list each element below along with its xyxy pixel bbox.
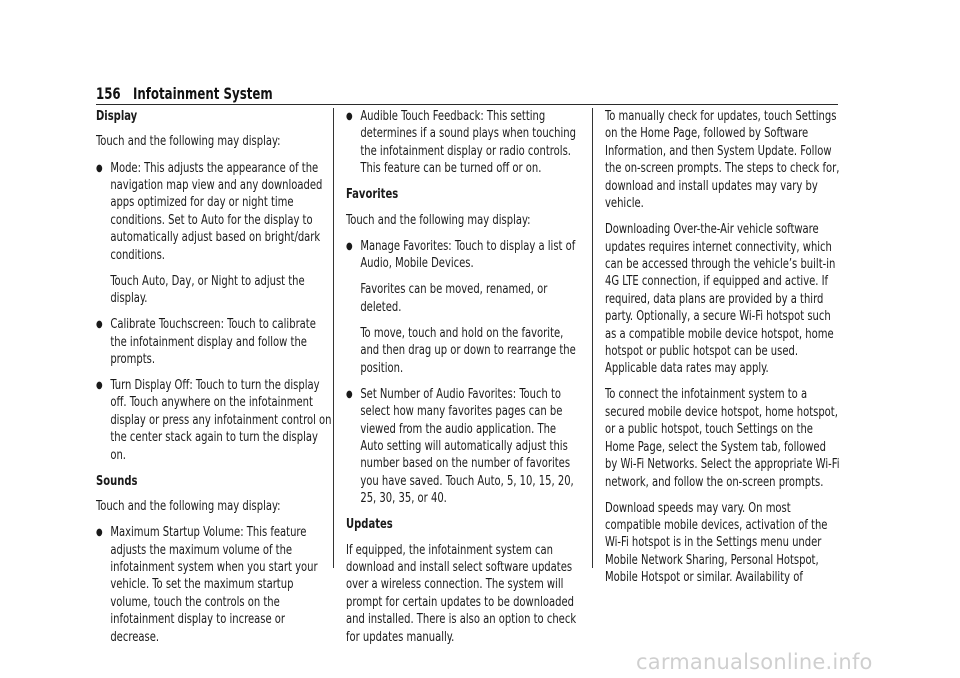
column-2 — [346, 108, 582, 655]
bullet-icon: ● — [96, 162, 103, 174]
column-1 — [96, 108, 332, 655]
list-item-subtext: Favorites can be moved, renamed, or deleted. — [360, 282, 548, 315]
page-number: 156 — [96, 84, 121, 103]
list-item-text: Calibrate Touchscreen: Touch to calibrate the infotainment display and follow the prompts. — [110, 317, 316, 367]
favorites-list — [346, 238, 582, 508]
paragraph: Download speeds may vary. On most compatible mobile devices, activation of the Wi-Fi hotspot is in the Settings menu under Mobile Network Sharing, Personal Hotspot, Mobile Hotspot or similar. Availability of — [605, 500, 828, 586]
favorites-heading: Favorites — [346, 187, 399, 203]
list-item — [346, 238, 582, 377]
bullet-icon: ● — [96, 380, 103, 392]
list-item — [96, 160, 332, 308]
paragraph: To connect the infotainment system to a secured mobile device hotspot, home hotspot, or a public hotspot, touch Settings on the Home Page, select the System tab, followed by Wi-Fi Networks. Select the appropriate Wi-Fi network, and follow the on-screen prompts. — [605, 387, 840, 490]
sounds-list — [96, 524, 332, 646]
header-rule — [96, 104, 838, 105]
bullet-icon: ● — [96, 319, 103, 331]
list-item-subtext: Touch Auto, Day, or Night to adjust the display. — [110, 273, 305, 307]
page-title — [96, 84, 704, 104]
list-item — [96, 377, 332, 464]
list-item-subtext: To move, touch and hold on the favorite, and then drag up or down to rearrange the position. — [360, 325, 576, 376]
paragraph: Downloading Over-the-Air vehicle software updates requires internet connectivity, which can be accessed through the vehicle’s built-in 4G LTE connection, if equipped and active. If required, data plans are provided by a third party. Optionally, a secure Wi-Fi hotspot such as a compatible mobile device hotspot, home hotspot or public hotspot can be used. Applicable data rates may apply. — [605, 222, 836, 377]
bullet-icon: ● — [96, 527, 103, 539]
watermark: carmanualsonline.info — [636, 650, 873, 674]
list-item-text: Turn Display Off: Touch to turn the display off. Touch anywhere on the infotainment display or press any infotainment control on the center stack again to turn the display on. — [110, 378, 332, 463]
display-heading: Display — [96, 109, 138, 124]
list-item-text: Mode: This adjusts the appearance of the navigation map view and any downloaded apps optimized for day or night time conditions. Set to Auto for the display to automatically adjust based on bright/dark conditions. — [110, 160, 323, 263]
page-header — [96, 84, 838, 104]
list-item — [96, 316, 332, 368]
display-list — [96, 160, 332, 465]
list-item — [346, 386, 582, 508]
sounds-heading: Sounds — [96, 473, 138, 489]
sounds-intro: Touch and the following may display: — [96, 499, 281, 515]
updates-heading: Updates — [346, 517, 393, 533]
bullet-icon: ● — [346, 240, 353, 252]
list-item-text: Set Number of Audio Favorites: Touch to select how many favorites pages can be viewed from the audio application. The Auto setting will automatically adjust this number based on the number of favorites you have saved. Touch Auto, 5, 10, 15, 20, 25, 30, 35, or 40. — [360, 386, 574, 507]
favorites-intro: Touch and the following may display: — [346, 212, 531, 228]
column-divider-1 — [333, 108, 334, 568]
list-item-text: Manage Favorites: Touch to display a list of Audio, Mobile Devices. — [360, 238, 576, 272]
list-item-text: Maximum Startup Volume: This feature adjusts the maximum volume of the infotainment system when you start your vehicle. To set the maximum startup volume, touch the controls on the infotainment display to increase or decrease. — [110, 525, 318, 645]
updates-text: If equipped, the infotainment system can download and install select software updates over a wireless connection. The system will prompt for certain updates to be downloaded and installed. There is also an option to check for updates manually. — [346, 542, 577, 645]
list-item-text: Audible Touch Feedback: This setting determines if a sound plays when touching the infotainment display or radio controls. This feature can be turned off or on. — [360, 109, 576, 177]
list-item — [346, 108, 582, 178]
column-3 — [605, 108, 841, 595]
bullet-icon: ● — [346, 111, 353, 122]
sounds-list-continued — [346, 108, 582, 178]
bullet-icon: ● — [346, 388, 353, 400]
paragraph: To manually check for updates, touch Settings on the Home Page, followed by Software Information, and then System Update. Follow the on-screen prompts. The steps to check for, download and install updates may vary by vehicle. — [605, 109, 840, 212]
column-divider-2 — [592, 108, 593, 568]
section-title: Infotainment System — [132, 84, 273, 103]
display-intro: Touch and the following may display: — [96, 134, 281, 150]
list-item — [96, 524, 332, 646]
